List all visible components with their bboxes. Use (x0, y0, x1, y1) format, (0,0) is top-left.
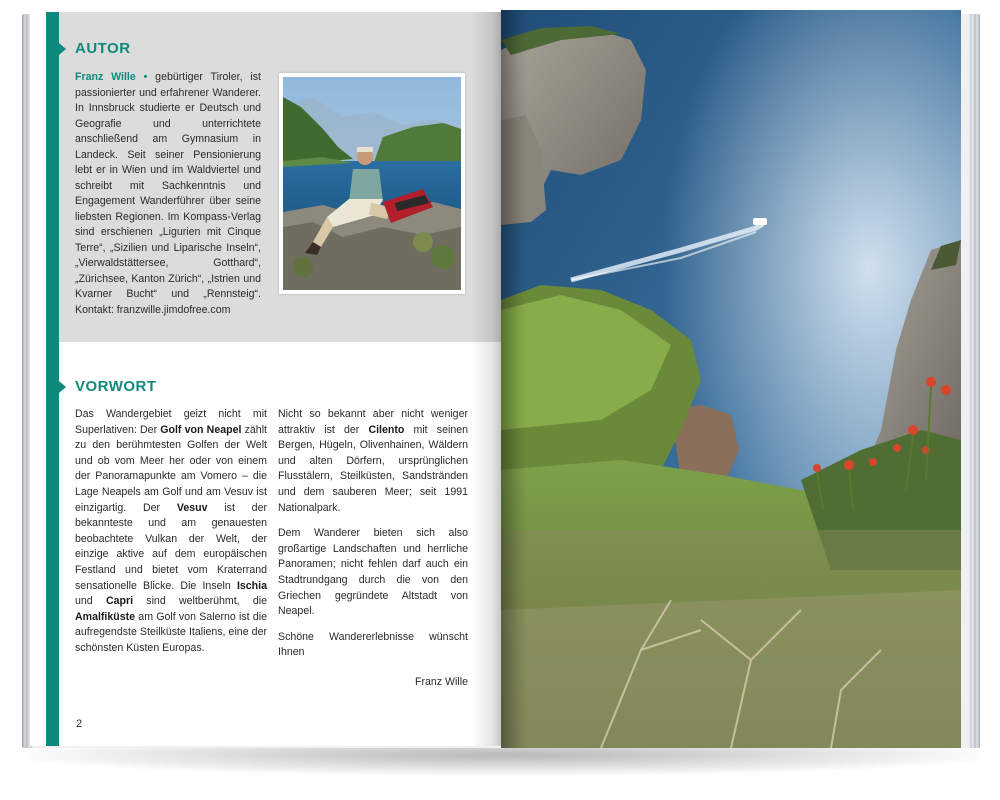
section-arrow-icon (59, 381, 66, 393)
text-run: sind weltberühmt, die (133, 595, 268, 608)
highlight-ischia: Ischia (236, 579, 267, 592)
text-run: ist der bekannteste und am genauesten beobachtete Vulkan der Welt, der einzige aktive auf dem europäischen Festland und bietet vom Kraterrand sensationelle Blicke. Die Inseln (75, 501, 267, 592)
author-bio (75, 70, 261, 318)
foreword-heading: VORWORT (75, 378, 157, 395)
author-bio-text: gebürtiger Tiroler, ist passionierter und erfahrener Wanderer. In Innsbruck studierte er Deutsch und Geografie und unterrichtete anschließend am Gymnasium in Landeck. Seit seiner Pensionierung lebt er in Wien und im Waldviertel und schreibt mit Sachkenntnis und Engagement Wanderführer über seine liebsten Regionen. Im Kompass-Verlag sind erschienen „Ligurien mit Cinque Terre“, „Sizilien und Liparische Inseln“, „Vierwaldstättersee, Gotthard“, „Zürichsee, Kanton Zürich“, „Istrien und Kvarner Bucht“ und „Rennsteig“. Kontakt: franzwille.jimdofree.com (75, 71, 261, 316)
author-name: Franz Wille (75, 71, 136, 83)
highlight-cilento: Cilento (368, 423, 405, 436)
highlight-amalfikueste: Amalfiküste (75, 610, 136, 623)
foreword-paragraph (278, 407, 468, 516)
foreword-signature: Franz Wille (415, 675, 468, 688)
text-run: Das Wandergebiet geizt nicht mit Superlativen: Der (75, 408, 267, 436)
author-photo-image (283, 77, 461, 290)
foreword-closing: Schöne Wandererlebnisse wünscht Ihnen (278, 630, 468, 659)
text-run: und (75, 595, 106, 608)
text-run: am Golf von Salerno ist die aufregendste Steilküste Italiens, eine der schönsten Küsten Europas. (75, 610, 267, 654)
author-photo (279, 73, 465, 294)
gutter-shadow (501, 10, 527, 748)
highlight-golf-von-neapel: Golf von Neapel (160, 423, 242, 436)
foreword-column-1 (75, 407, 267, 667)
coast-photo-image (501, 10, 961, 748)
bullet-icon: • (143, 71, 148, 83)
left-page (30, 12, 501, 746)
text-run: mit seinen Bergen, Hügeln, Olivenhainen, Wäldern und alten Dörfern, ursprünglichen Flusstälern, Steilküsten, Sandstränden und dem sauberen Meer; seit 1991 Nationalpark. (278, 423, 468, 514)
highlight-capri: Capri (105, 595, 134, 608)
text-run: zählt zu den berühmtesten Golfen der Welt und ob vom Meer her oder von einem der Panoramapunkte am Vomero – die Lage Neapels am Golf und am Vesuv ist einzigartig. Der (75, 423, 267, 514)
gutter-shadow (471, 12, 501, 746)
section-arrow-icon (59, 43, 66, 55)
right-page-photo (501, 10, 961, 748)
author-heading: AUTOR (75, 40, 131, 57)
foreword-paragraph (75, 407, 267, 657)
foreword-column-2 (278, 407, 468, 701)
accent-bar (46, 12, 59, 746)
foreword-paragraph: Dem Wanderer bieten sich also großartige Landschaften und herrliche Panoramen; nicht fehlen darf auch ein Stadtrundgang durch die von den Griechen gegründete Altstadt von Neapel. (278, 527, 468, 618)
page-number: 2 (76, 718, 83, 730)
highlight-vesuv: Vesuv (176, 501, 208, 514)
text-run: Nicht so bekannt aber nicht weniger attraktiv ist der (278, 408, 468, 436)
